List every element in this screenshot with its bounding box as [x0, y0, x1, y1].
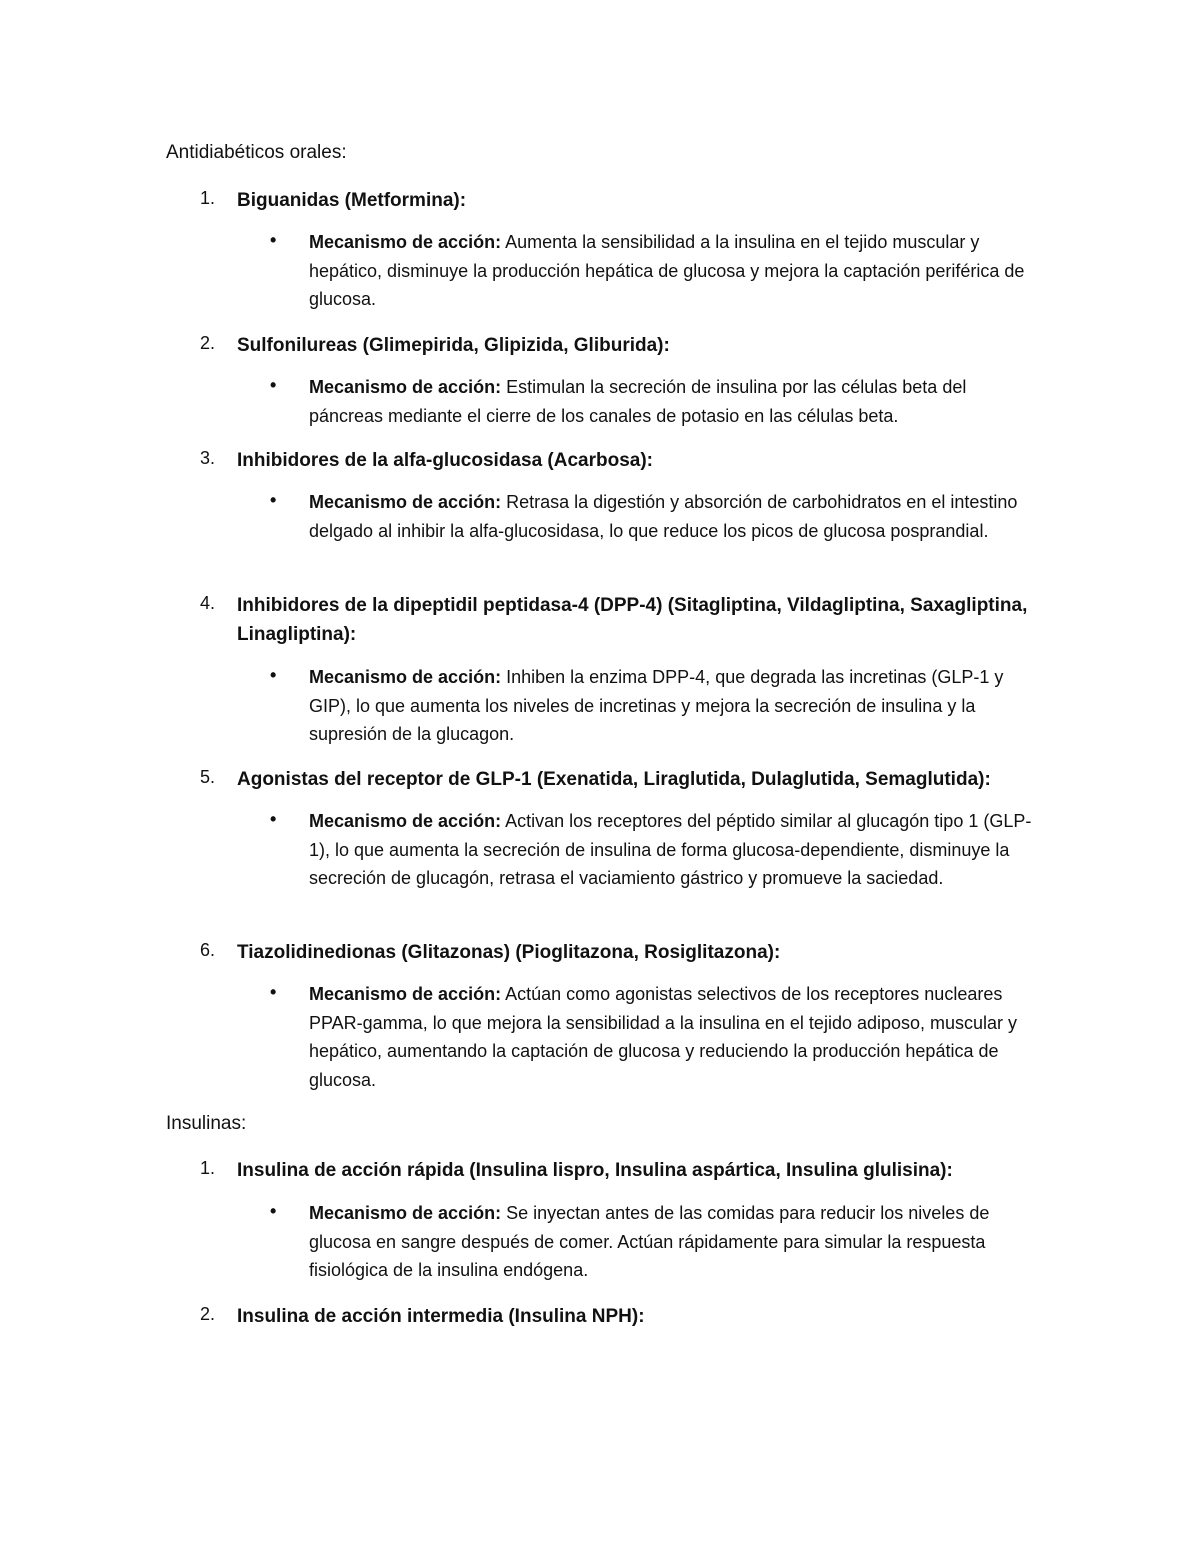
- list-item-title: Sulfonilureas (Glimepirida, Glipizida, Gliburida):: [237, 335, 670, 356]
- list-item-title: Insulina de acción intermedia (Insulina NPH):: [237, 1306, 645, 1327]
- mechanism-label: Mecanismo de acción:: [309, 1203, 502, 1223]
- list-item-title: Inhibidores de la alfa-glucosidasa (Acarbosa):: [237, 450, 653, 471]
- list-number: 2.: [200, 1304, 216, 1324]
- list-item-title: Biguanidas (Metformina):: [237, 190, 467, 211]
- list-number: 1.: [200, 188, 216, 208]
- mechanism-text: Aumenta la sensibilidad a la insulina en el tejido muscular y hepático, disminuye la producción hepática de glucosa y mejora la captación periférica de glucosa.: [309, 232, 1025, 310]
- mechanism-label: Mecanismo de acción:: [309, 492, 502, 512]
- mechanism-label: Mecanismo de acción:: [309, 377, 502, 397]
- mechanism-text: Activan los receptores del péptido similar al glucagón tipo 1 (GLP-1), lo que aumenta la secreción de insulina de forma glucosa-dependiente, disminuye la secreción de glucagón, retrasa el vaciamiento gástrico y promueve la saciedad.: [309, 811, 1032, 889]
- mechanism-paragraph: [309, 663, 1044, 749]
- list-number: 6.: [200, 940, 216, 960]
- mechanism-paragraph: [309, 228, 1044, 314]
- list-item-title: Insulina de acción rápida (Insulina lispro, Insulina aspártica, Insulina glulisina):: [237, 1160, 953, 1181]
- mechanism-label: Mecanismo de acción:: [309, 811, 502, 831]
- list-item-title: Tiazolidinedionas (Glitazonas) (Pioglitazona, Rosiglitazona):: [237, 942, 781, 963]
- bullet-icon: •: [270, 665, 277, 685]
- mechanism-paragraph: [309, 1199, 1044, 1285]
- mechanism-paragraph: [309, 807, 1044, 893]
- list-number: 2.: [200, 333, 216, 353]
- mechanism-paragraph: [309, 488, 1044, 545]
- list-number: 1.: [200, 1158, 216, 1178]
- bullet-icon: •: [270, 230, 277, 250]
- mechanism-text: Inhiben la enzima DPP-4, que degrada las incretinas (GLP-1 y GIP), lo que aumenta los niveles de incretinas y mejora la secreción de insulina y la supresión de la glucagon.: [309, 667, 1004, 745]
- mechanism-label: Mecanismo de acción:: [309, 984, 502, 1004]
- section-title-oral-antidiabetics: Antidiabéticos orales:: [166, 142, 347, 163]
- mechanism-text: Actúan como agonistas selectivos de los receptores nucleares PPAR-gamma, lo que mejora la sensibilidad a la insulina en el tejido adiposo, muscular y hepático, aumentando la captación de glucosa y reduciendo la producción hepática de glucosa.: [309, 984, 1018, 1091]
- mechanism-text: Se inyectan antes de las comidas para reducir los niveles de glucosa en sangre después de comer. Actúan rápidamente para simular la respuesta fisiológica de la insulina endógena.: [309, 1203, 990, 1281]
- mechanism-paragraph: [309, 980, 1044, 1095]
- bullet-icon: •: [270, 490, 277, 510]
- mechanism-label: Mecanismo de acción:: [309, 232, 502, 252]
- list-item-title: Agonistas del receptor de GLP-1 (Exenatida, Liraglutida, Dulaglutida, Semaglutida):: [237, 769, 991, 790]
- bullet-icon: •: [270, 375, 277, 395]
- bullet-icon: •: [270, 809, 277, 829]
- section-title-insulins: Insulinas:: [166, 1113, 247, 1134]
- bullet-icon: •: [270, 982, 277, 1002]
- list-number: 5.: [200, 767, 216, 787]
- mechanism-text: Retrasa la digestión y absorción de carbohidratos en el intestino delgado al inhibir la alfa-glucosidasa, lo que reduce los picos de glucosa posprandial.: [309, 492, 1018, 541]
- mechanism-label: Mecanismo de acción:: [309, 667, 502, 687]
- mechanism-paragraph: [309, 373, 1044, 430]
- list-number: 3.: [200, 448, 216, 468]
- list-number: 4.: [200, 593, 216, 613]
- list-item-title: Inhibidores de la dipeptidil peptidasa-4 (DPP-4) (Sitagliptina, Vildagliptina, Saxagliptina, Linagliptina):: [237, 595, 1028, 645]
- mechanism-text: Estimulan la secreción de insulina por las células beta del páncreas mediante el cierre de los canales de potasio en las células beta.: [309, 377, 967, 426]
- bullet-icon: •: [270, 1201, 277, 1221]
